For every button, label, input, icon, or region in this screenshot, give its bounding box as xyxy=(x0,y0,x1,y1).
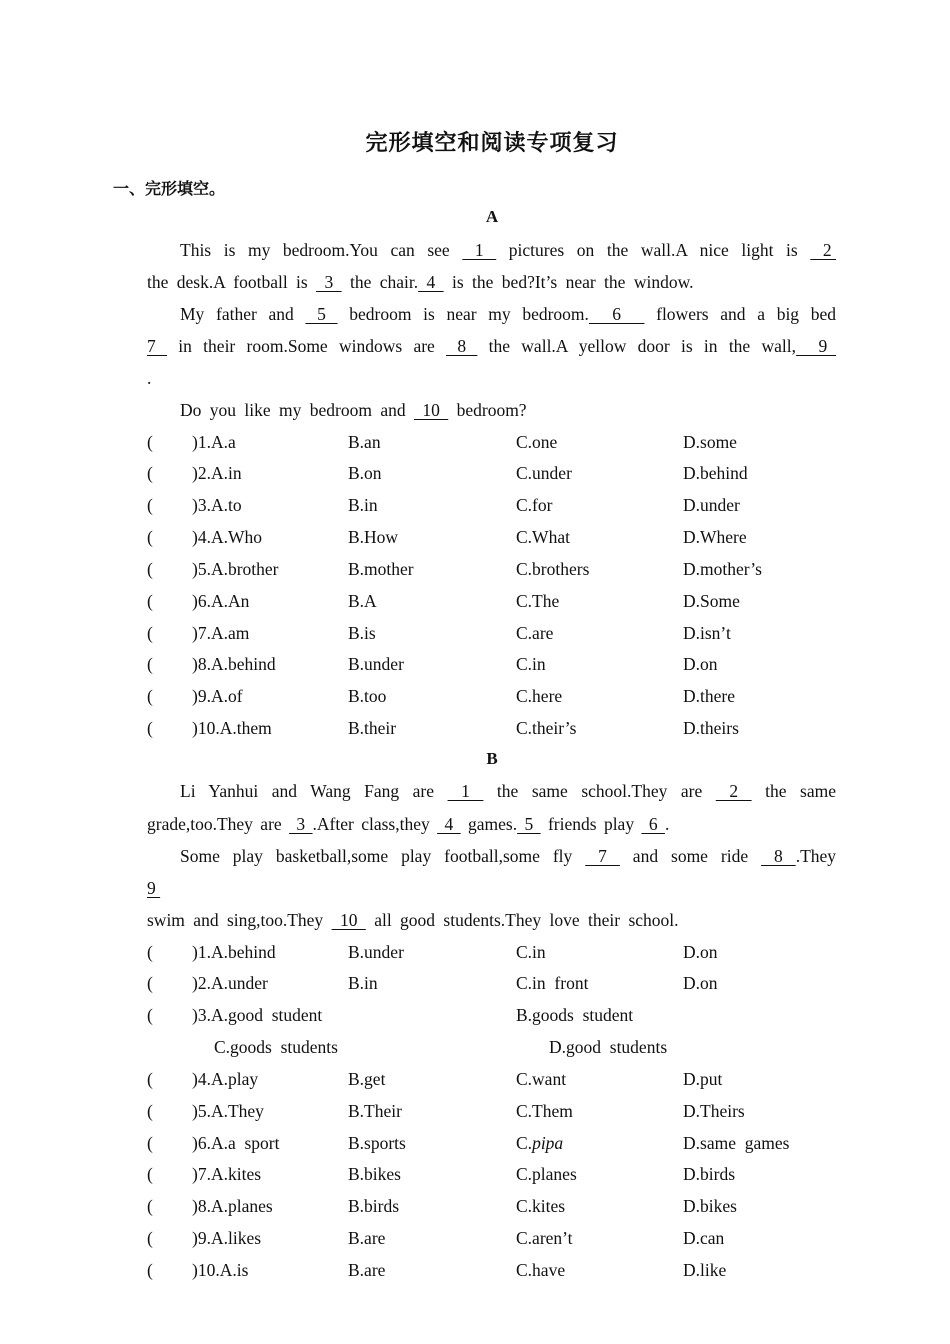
blank-1: 1 xyxy=(447,781,484,801)
blank-4: 4 xyxy=(437,814,461,834)
blank-8: 8 xyxy=(761,846,796,866)
blank-8: 8 xyxy=(446,336,478,356)
passage-b-line-2: grade,too.They are 3 .After class,they 4 games. 5 friends play 6 . xyxy=(147,814,670,834)
question-row: ( )4.A.play B.get C.want D.put xyxy=(147,1069,723,1089)
part-a-label: A xyxy=(485,207,499,226)
question-row: ( )6.A.a sport B.sports C.pipa D.same games xyxy=(147,1133,790,1153)
question-row: ( )6.A.An B.A C.The D.Some xyxy=(147,591,740,611)
blank-2: 2 xyxy=(810,240,837,260)
blank-5: 5 xyxy=(305,304,338,324)
question-row: ( )9.A.likes B.are C.aren’t D.can xyxy=(147,1228,725,1248)
question-row: ( )10.A.is B.are C.have D.like xyxy=(147,1260,727,1280)
blank-10: 10 xyxy=(413,400,449,420)
question-row: ( )1.A.behind B.under C.in D.on xyxy=(147,942,718,962)
question-row: ( )1.A.a B.an C.one D.some xyxy=(147,432,737,452)
blank-2: 2 xyxy=(715,781,752,801)
passage-b-line-4 xyxy=(147,876,836,900)
passage-a-line-4: 7 in their room.Some windows are 8 the wall.A yellow door is in the wall, 9 xyxy=(147,336,837,356)
question-row: ( )5.A.brother B.mother C.brothers D.mother’s xyxy=(147,559,762,579)
question-row: ( )7.A.am B.is C.are D.isn’t xyxy=(147,623,731,643)
passage-b-line-5: swim and sing,too.They 10 all good students.They love their school. xyxy=(147,910,679,930)
passage-b-line-1: Li Yanhui and Wang Fang are 1 the same school.They are 2 the same xyxy=(180,781,837,801)
question-row: ( )3.A.to B.in C.for D.under xyxy=(147,495,740,515)
question-row: ( )8.A.behind B.under C.in D.on xyxy=(147,654,718,674)
blank-7: 7 xyxy=(585,846,620,866)
blank-1: 1 xyxy=(462,240,497,260)
question-row: ( )4.A.Who B.How C.What D.Where xyxy=(147,527,747,547)
passage-a-line-1: This is my bedroom.You can see 1 pictures on the wall.A nice light is 2 xyxy=(180,240,837,260)
passage-a-line-6: Do you like my bedroom and 10 bedroom? xyxy=(180,400,527,420)
question-row: ( )2.A.in B.on C.under D.behind xyxy=(147,463,748,483)
blank-3: 3 xyxy=(289,814,313,834)
section-heading: 一、完形填空。 xyxy=(113,179,226,198)
question-row: ( )9.A.of B.too C.here D.there xyxy=(147,686,735,706)
question-row: ( )2.A.under B.in C.in front D.on xyxy=(147,973,718,993)
blank-3: 3 xyxy=(316,272,342,292)
question-row: ( )5.A.They B.Their C.Them D.Theirs xyxy=(147,1101,745,1121)
passage-a-line-2: the desk.A football is 3 the chair. 4 is the bed?It’s near the window. xyxy=(147,272,694,292)
blank-6: 6 xyxy=(641,814,665,834)
passage-b-line-3: Some play basketball,some play football,some fly 7 and some ride 8 .They xyxy=(180,846,837,866)
question-row-continued: C.goods students D.good students xyxy=(214,1037,668,1057)
question-row: ( )3.A.good student B.goods student xyxy=(147,1005,634,1025)
blank-7: 7 xyxy=(147,336,168,356)
part-b-label: B xyxy=(486,749,498,768)
passage-a-line-3: My father and 5 bedroom is near my bedroom. 6 flowers and a big bed xyxy=(180,304,837,324)
blank-10: 10 xyxy=(331,910,366,930)
blank-6: 6 xyxy=(588,304,645,324)
question-row: ( )7.A.kites B.bikes C.planes D.birds xyxy=(147,1164,736,1184)
question-row: ( )10.A.them B.their C.their’s D.theirs xyxy=(147,718,739,738)
blank-4: 4 xyxy=(418,272,444,292)
passage-a-line-5: . xyxy=(147,368,152,388)
blank-9: 9 xyxy=(795,336,837,356)
question-row: ( )8.A.planes B.birds C.kites D.bikes xyxy=(147,1196,737,1216)
blank-9: 9 xyxy=(147,878,161,898)
blank-5: 5 xyxy=(517,814,541,834)
page-title: 完形填空和阅读专项复习 xyxy=(365,131,619,156)
